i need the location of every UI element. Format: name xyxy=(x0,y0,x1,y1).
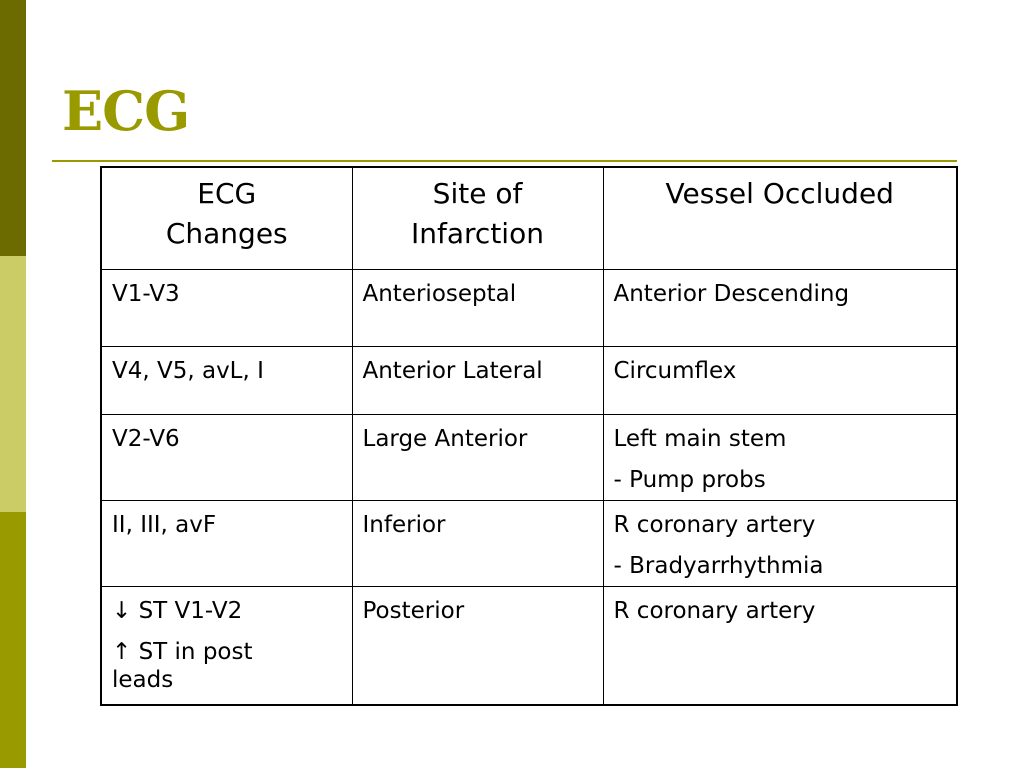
cell-site xyxy=(352,414,603,500)
cell-text: ↓ ST V1-V2 xyxy=(112,597,243,624)
cell-text: II, III, avF xyxy=(112,511,217,538)
cell-site xyxy=(352,586,603,705)
side-band-dark xyxy=(0,0,26,256)
header-text: Vessel Occluded xyxy=(665,177,894,210)
cell-text: ↑ ST in post xyxy=(112,638,253,665)
cell-text: - Bradyarrhythmia xyxy=(613,552,824,579)
cell-site xyxy=(352,346,603,414)
cell-site xyxy=(352,269,603,346)
ecg-table xyxy=(100,166,958,706)
cell-text: Anterior Lateral xyxy=(362,357,543,384)
header-text: Infarction xyxy=(411,217,544,250)
cell-text: - Pump probs xyxy=(613,466,766,493)
header-ecg-changes xyxy=(101,167,352,269)
table-row xyxy=(101,586,957,705)
cell-text: V4, V5, avL, I xyxy=(112,357,264,384)
slide-title: ECG xyxy=(62,79,190,143)
table-row xyxy=(101,414,957,500)
cell-ecg-changes xyxy=(101,500,352,586)
side-band-olive xyxy=(0,512,26,768)
cell-text: V1-V3 xyxy=(112,280,180,307)
cell-text: Posterior xyxy=(362,597,465,624)
cell-text: Inferior xyxy=(362,511,446,538)
cell-site xyxy=(352,500,603,586)
cell-ecg-changes xyxy=(101,346,352,414)
cell-vessel xyxy=(603,414,957,500)
cell-ecg-changes xyxy=(101,269,352,346)
table-row xyxy=(101,500,957,586)
header-site-of-infarction xyxy=(352,167,603,269)
cell-text: Anterior Descending xyxy=(613,280,850,307)
cell-vessel xyxy=(603,586,957,705)
cell-text: Circumflex xyxy=(613,357,737,384)
header-text: ECG xyxy=(197,177,257,210)
cell-text: R coronary artery xyxy=(613,597,816,624)
cell-vessel xyxy=(603,346,957,414)
header-text: Changes xyxy=(165,217,288,250)
header-text: Site of xyxy=(432,177,523,210)
cell-text: V2-V6 xyxy=(112,425,180,452)
cell-vessel xyxy=(603,269,957,346)
cell-ecg-changes xyxy=(101,586,352,705)
title-divider xyxy=(52,160,957,162)
cell-text: Anterioseptal xyxy=(362,280,517,307)
header-vessel-occluded xyxy=(603,167,957,269)
cell-text: leads xyxy=(112,666,174,693)
side-band-light xyxy=(0,256,26,512)
table-row xyxy=(101,269,957,346)
cell-text: R coronary artery xyxy=(613,511,816,538)
cell-vessel xyxy=(603,500,957,586)
table-row xyxy=(101,346,957,414)
cell-text: Large Anterior xyxy=(362,425,528,452)
cell-text: Left main stem xyxy=(613,425,787,452)
table-header-row xyxy=(101,167,957,269)
cell-ecg-changes xyxy=(101,414,352,500)
